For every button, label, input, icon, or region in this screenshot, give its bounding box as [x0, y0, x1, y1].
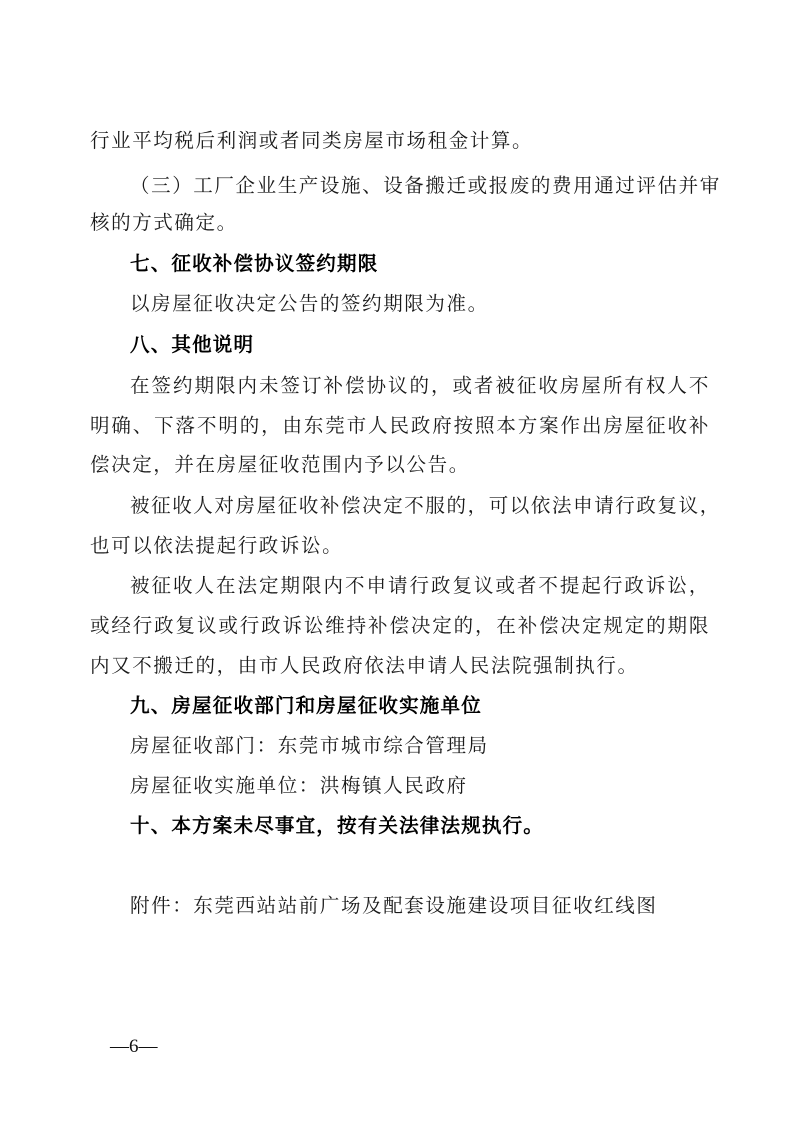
text-line: 以房屋征收决定公告的签约期限为准。 [130, 292, 489, 315]
text-line: 被征收人在法定期限内不申请行政复议或者不提起行政诉讼， [130, 574, 710, 597]
text-line: 内又不搬迁的，由市人民政府依法申请人民法院强制执行。 [90, 654, 639, 677]
section-heading: 九、房屋征收部门和房屋征收实施单位 [130, 694, 482, 717]
attachment-line: 附件：东莞西站站前广场及配套设施建设项目征收红线图 [130, 894, 658, 917]
text-line: 行业平均税后利润或者同类房屋市场租金计算。 [90, 129, 534, 152]
text-line: 偿决定，并在房屋征收范围内予以公告。 [90, 453, 470, 476]
text-line: 被征收人对房屋征收补偿决定不服的，可以依法申请行政复议， [130, 494, 721, 517]
section-heading: 十、本方案未尽事宜，按有关法律法规执行。 [130, 814, 545, 837]
text-line: 或经行政复议或行政诉讼维持补偿决定的，在补偿决定规定的期限 [90, 614, 710, 637]
text-line: 明确、下落不明的，由东莞市人民政府按照本方案作出房屋征收补 [90, 414, 710, 437]
text-line: 房屋征收部门：东莞市城市综合管理局 [130, 734, 489, 757]
section-heading: 七、征收补偿协议签约期限 [130, 252, 379, 275]
text-line: 在签约期限内未签订补偿协议的，或者被征收房屋所有权人不 [130, 374, 710, 397]
text-line: 也可以依法提起行政诉讼。 [90, 534, 344, 557]
page-number: —6— [110, 1036, 158, 1057]
text-line: （三）工厂企业生产设施、设备搬迁或报废的费用通过评估并审 [130, 174, 721, 197]
text-line: 房屋征收实施单位：洪梅镇人民政府 [130, 774, 468, 797]
text-line: 核的方式确定。 [90, 211, 238, 234]
section-heading: 八、其他说明 [130, 333, 255, 356]
